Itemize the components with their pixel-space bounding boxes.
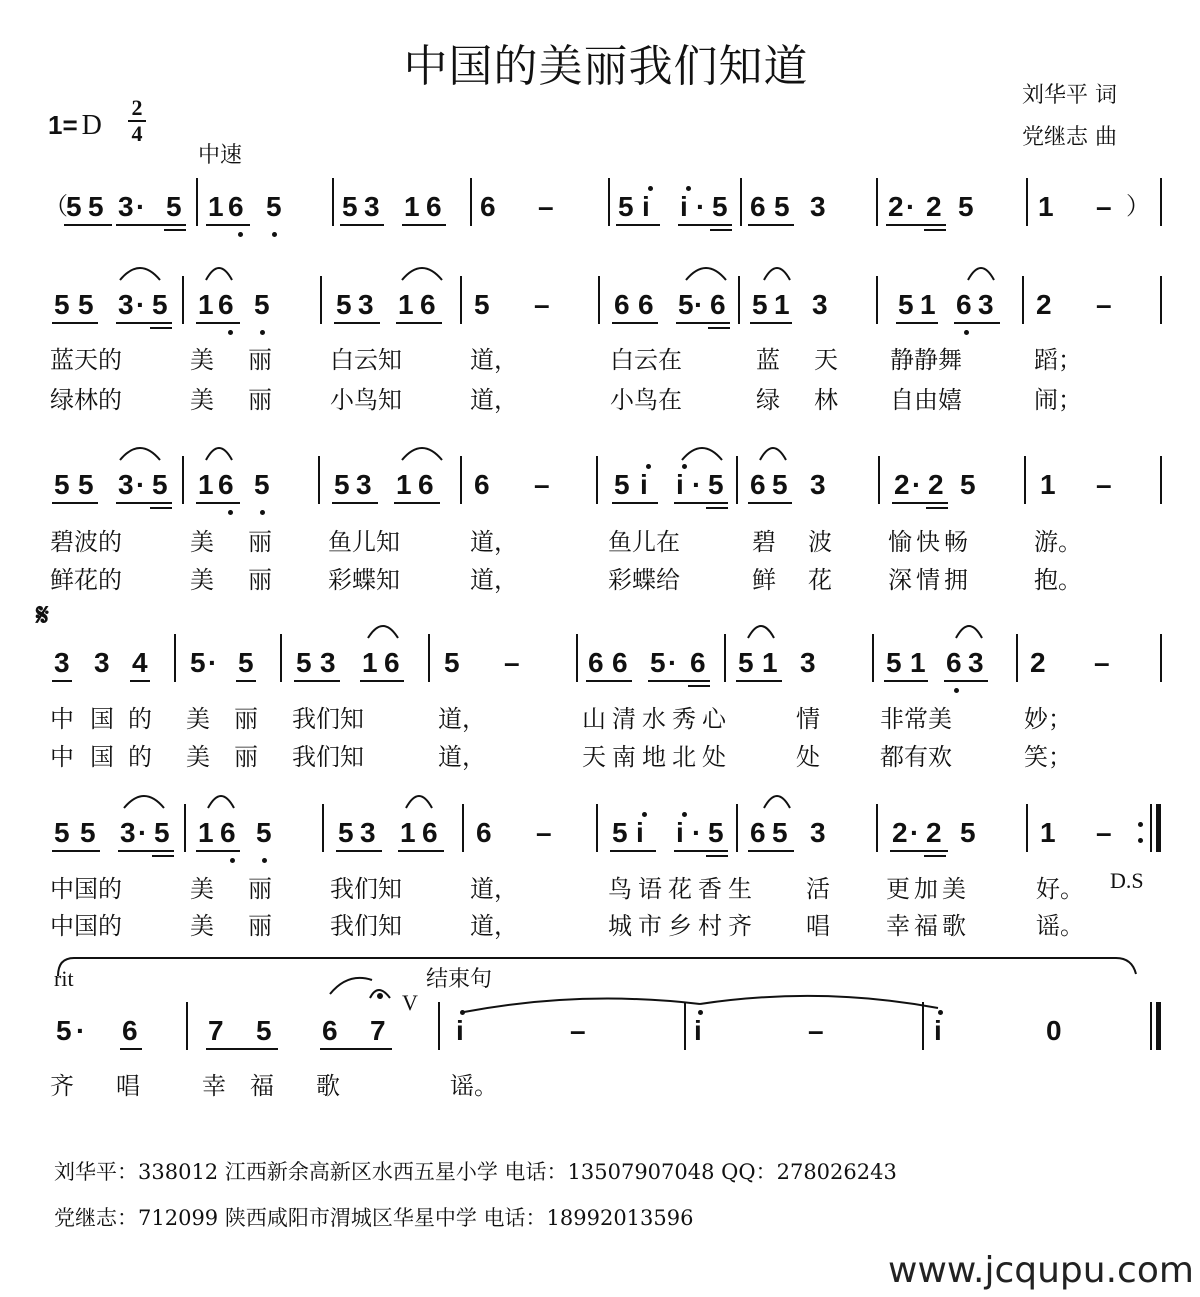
note: 1 [1040, 817, 1056, 848]
note: 5 [678, 289, 694, 320]
note: 1 [910, 647, 926, 678]
note: 5 [78, 289, 94, 320]
note: 1 [208, 191, 224, 222]
lyric: 笑； [1024, 743, 1072, 771]
lyric: 自由嬉 [890, 386, 962, 414]
lyric: 福 [250, 1072, 274, 1100]
dot-rhythm: · [76, 1015, 86, 1046]
lyric: 闹； [1034, 386, 1082, 414]
note: i [694, 1015, 702, 1046]
slur-icon [746, 620, 776, 640]
note: 6 [480, 191, 496, 222]
lyric: 幸福歌 [886, 912, 970, 940]
note: 5 [960, 817, 976, 848]
lyric: 丽 [248, 912, 272, 940]
note: 5 [712, 191, 728, 222]
note: 3 [810, 469, 826, 500]
breath-mark: V [402, 990, 418, 1015]
note: 5 [612, 817, 628, 848]
note: 3 [94, 647, 110, 678]
slur-icon [954, 620, 984, 640]
note: 6 [218, 289, 234, 320]
lyric: 彩蝶给 [608, 566, 680, 594]
slur-icon [680, 442, 724, 462]
lyric: 深情拥 [888, 566, 972, 594]
staff-intro [0, 192, 1200, 252]
note: 6 [422, 817, 438, 848]
ending-label: 结束句 [426, 967, 493, 992]
lyric: 我们知 [292, 743, 364, 771]
note: 5 [254, 469, 270, 500]
lyric: 中国的 [50, 912, 122, 940]
note: 5 [238, 647, 254, 678]
note: 6 [322, 1015, 338, 1046]
note: 5 [618, 191, 634, 222]
lyric: 鱼儿在 [608, 528, 680, 556]
lyric: 好。 [1036, 875, 1084, 903]
dash: – [1096, 289, 1112, 320]
note: 4 [132, 647, 148, 678]
dash: – [1096, 469, 1112, 500]
staff-line-2 [0, 470, 1200, 530]
dot-rhythm: · [138, 817, 148, 848]
note: 6 [588, 647, 604, 678]
note: 3 [810, 817, 826, 848]
lyric: 蓝 [756, 346, 780, 374]
note: 2 [892, 817, 908, 848]
lyric: 绿林的 [50, 386, 122, 414]
lyric: 丽 [234, 705, 258, 733]
lyric: 鲜花的 [50, 566, 122, 594]
note: i [934, 1015, 942, 1046]
lyric: 我们知 [292, 705, 364, 733]
fermata-slur-icon [326, 972, 396, 1006]
note: 3 [120, 817, 136, 848]
dash: – [538, 191, 554, 222]
lyric: 抱。 [1034, 566, 1082, 594]
lyric: 白云知 [330, 346, 402, 374]
note: 3 [54, 647, 70, 678]
note: 6 [612, 647, 628, 678]
note: i [640, 469, 648, 500]
dot-rhythm: · [668, 647, 678, 678]
note: 5 [752, 289, 768, 320]
lyric: 处 [796, 743, 820, 771]
lyric: 白云在 [610, 346, 682, 374]
note: 0 [1046, 1015, 1062, 1046]
note: 5 [338, 817, 354, 848]
dash: – [534, 469, 550, 500]
note: 6 [474, 469, 490, 500]
note: 2 [926, 191, 942, 222]
note: 5 [960, 469, 976, 500]
slur-icon [204, 262, 234, 282]
note: 5 [54, 289, 70, 320]
slur-icon [684, 262, 728, 282]
lyric: 绿 [756, 386, 780, 414]
dash: – [1096, 817, 1112, 848]
lyric: 情 [796, 705, 820, 733]
lyric: 中 [50, 743, 74, 771]
note: 1 [400, 817, 416, 848]
lyric: 的 [128, 743, 152, 771]
lyric: 的 [128, 705, 152, 733]
note: 1 [920, 289, 936, 320]
lyricist-credit: 刘华平 词 [1022, 83, 1117, 108]
lyric: 道， [438, 705, 486, 733]
lyric: 丽 [248, 346, 272, 374]
note: 5 [190, 647, 206, 678]
note: 5 [152, 469, 168, 500]
slur-icon [758, 442, 788, 462]
dot-rhythm: · [692, 469, 702, 500]
note: 3 [800, 647, 816, 678]
note: 6 [750, 191, 766, 222]
note: 2 [888, 191, 904, 222]
note: 6 [690, 647, 706, 678]
note: 2 [926, 817, 942, 848]
lyric: 游。 [1034, 528, 1082, 556]
staff-line-3 [0, 648, 1200, 708]
note: 5 [334, 469, 350, 500]
slur-icon [122, 790, 166, 810]
lyric: 道， [470, 528, 518, 556]
lyric: 谣。 [1036, 912, 1084, 940]
note: 6 [420, 289, 436, 320]
lyric: 国 [90, 705, 114, 733]
note: 1 [362, 647, 378, 678]
ritardando-marking: rit [54, 966, 74, 991]
lyric: 唱 [806, 912, 830, 940]
note: 5 [444, 647, 460, 678]
key-prefix: 1= [48, 110, 78, 140]
note: 3 [356, 469, 372, 500]
segno-icon: 𝄋 [36, 598, 49, 633]
note: 5 [66, 191, 82, 222]
lyric: 碧 [752, 528, 776, 556]
lyric: 美 [190, 528, 214, 556]
key-signature [48, 110, 102, 142]
note: 6 [956, 289, 972, 320]
note: 3 [358, 289, 374, 320]
dot-rhythm: · [694, 289, 704, 320]
song-title: 中国的美丽我们知道 [403, 41, 809, 92]
note: 3 [968, 647, 984, 678]
note: 5 [614, 469, 630, 500]
lyric: 谣。 [450, 1072, 498, 1100]
note: 3 [118, 289, 134, 320]
note: i [642, 191, 650, 222]
note: 3 [812, 289, 828, 320]
note: 6 [476, 817, 492, 848]
note: 5 [152, 289, 168, 320]
note: 1 [198, 469, 214, 500]
lyric: 非常美 [880, 705, 952, 733]
lyric: 唱 [116, 1072, 140, 1100]
lyric: 道， [438, 743, 486, 771]
note: 1 [1038, 191, 1054, 222]
lyric: 丽 [234, 743, 258, 771]
dash: – [504, 647, 520, 678]
note: 5 [54, 469, 70, 500]
composer-credit: 党继志 曲 [1022, 125, 1117, 150]
dot-rhythm: · [136, 289, 146, 320]
note: 6 [750, 817, 766, 848]
note: 1 [198, 817, 214, 848]
note: 5 [898, 289, 914, 320]
lyric: 活 [806, 875, 830, 903]
lyric: 林 [814, 386, 838, 414]
dash: – [570, 1015, 586, 1046]
lyric: 歌 [316, 1072, 340, 1100]
lyric: 道， [470, 566, 518, 594]
note: i [636, 817, 644, 848]
lyric: 中 [50, 705, 74, 733]
lyric: 天 [814, 346, 838, 374]
note: 6 [122, 1015, 138, 1046]
dot-rhythm: · [692, 817, 702, 848]
slur-icon [762, 790, 792, 810]
lyric: 鲜 [752, 566, 776, 594]
dot-rhythm: · [906, 191, 916, 222]
note: 1 [774, 289, 790, 320]
lyric: 美 [190, 912, 214, 940]
note: 6 [946, 647, 962, 678]
time-bottom: 4 [131, 121, 143, 146]
note: 5 [650, 647, 666, 678]
slur-icon [404, 790, 434, 810]
note: i [456, 1015, 464, 1046]
note: 6 [228, 191, 244, 222]
note: i [680, 191, 688, 222]
lyric: 美 [190, 566, 214, 594]
lyric: 鸟语花香生 [608, 875, 758, 903]
composer-contact: 党继志：712099 陕西咸阳市渭城区华星中学 电话：18992013596 [54, 1206, 694, 1230]
note: 3 [118, 469, 134, 500]
lyric: 丽 [248, 875, 272, 903]
lyric: 城市乡村齐 [608, 912, 758, 940]
lyric: 碧波的 [50, 528, 122, 556]
slur-icon [400, 262, 444, 282]
lyric: 道， [470, 386, 518, 414]
dot-rhythm: · [910, 817, 920, 848]
note: 3 [360, 817, 376, 848]
lyricist-contact: 刘华平：338012 江西新余高新区水西五星小学 电话：13507907048 QQ：278026243 [54, 1160, 897, 1184]
open-paren: （ [44, 193, 68, 220]
key-tonic: D [81, 110, 102, 141]
slur-icon [118, 262, 162, 282]
slur-icon [206, 790, 236, 810]
lyric: 道， [470, 875, 518, 903]
lyric: 幸 [202, 1072, 226, 1100]
lyric: 蹈； [1034, 346, 1082, 374]
note: 3 [364, 191, 380, 222]
note: 1 [398, 289, 414, 320]
note: 6 [614, 289, 630, 320]
note: 5 [708, 817, 724, 848]
note: 2 [1036, 289, 1052, 320]
note: 5 [772, 817, 788, 848]
note: 5 [154, 817, 170, 848]
time-signature [128, 95, 146, 146]
tempo-marking: 中速 [198, 143, 243, 168]
note: 7 [370, 1015, 386, 1046]
note: 5 [256, 817, 272, 848]
note: 2 [894, 469, 910, 500]
staff-line-4 [0, 818, 1200, 878]
note: 6 [418, 469, 434, 500]
staff-line-1 [0, 290, 1200, 350]
lyric: 丽 [248, 566, 272, 594]
note: 6 [220, 817, 236, 848]
dash: – [534, 289, 550, 320]
note: 5 [296, 647, 312, 678]
note: 1 [404, 191, 420, 222]
lyric: 齐 [50, 1072, 74, 1100]
dash: – [808, 1015, 824, 1046]
staff-coda [0, 1016, 1200, 1076]
note: 6 [218, 469, 234, 500]
note: 2 [928, 469, 944, 500]
lyric: 蓝天的 [50, 346, 122, 374]
dot-rhythm: · [136, 469, 146, 500]
close-paren: ） [1126, 193, 1150, 220]
slur-icon [118, 442, 162, 462]
note: 5 [738, 647, 754, 678]
lyric: 美 [186, 705, 210, 733]
lyric: 小鸟在 [610, 386, 682, 414]
lyric: 都有欢 [880, 743, 952, 771]
note: 6 [384, 647, 400, 678]
lyric: 道， [470, 912, 518, 940]
lyric: 鱼儿知 [328, 528, 400, 556]
dot-rhythm: · [912, 469, 922, 500]
note: 1 [1040, 469, 1056, 500]
dash: – [1094, 647, 1110, 678]
dot-rhythm: · [696, 191, 706, 222]
note: 1 [762, 647, 778, 678]
lyric: 天南地北处 [582, 743, 732, 771]
note: 5 [254, 289, 270, 320]
watermark: www.jcqupu.com [888, 1250, 1194, 1291]
lyric: 静静舞 [890, 346, 962, 374]
note: 3 [978, 289, 994, 320]
note: 6 [750, 469, 766, 500]
lyric: 丽 [248, 528, 272, 556]
slur-icon [966, 262, 996, 282]
lyric: 美 [190, 346, 214, 374]
note: 5 [88, 191, 104, 222]
note: 5 [54, 817, 70, 848]
note: 5 [166, 191, 182, 222]
lyric: 妙； [1024, 705, 1072, 733]
lyric: 更加美 [886, 875, 970, 903]
dot-rhythm: · [208, 647, 218, 678]
slur-icon [400, 442, 444, 462]
lyric: 彩蝶知 [328, 566, 400, 594]
lyric: 美 [190, 875, 214, 903]
note: 6 [638, 289, 654, 320]
time-top: 2 [131, 95, 143, 120]
lyric: 我们知 [330, 875, 402, 903]
note: 6 [710, 289, 726, 320]
note: 5 [56, 1015, 72, 1046]
dot-rhythm: · [136, 191, 146, 222]
note: 3 [320, 647, 336, 678]
dash: – [536, 817, 552, 848]
note: i [676, 469, 684, 500]
note: 1 [396, 469, 412, 500]
lyric: 国 [90, 743, 114, 771]
rit-bracket-icon [50, 952, 1140, 980]
dal-segno: D.S [1110, 868, 1144, 893]
note: 6 [426, 191, 442, 222]
note: 5 [772, 469, 788, 500]
lyric: 我们知 [330, 912, 402, 940]
note: 1 [198, 289, 214, 320]
note: 5 [958, 191, 974, 222]
note: 5 [256, 1015, 272, 1046]
note: 5 [708, 469, 724, 500]
dash: – [1096, 191, 1112, 222]
note: 5 [336, 289, 352, 320]
note: 5 [80, 817, 96, 848]
note: 5 [78, 469, 94, 500]
note: 2 [1030, 647, 1046, 678]
lyric: 波 [808, 528, 832, 556]
lyric: 小鸟知 [330, 386, 402, 414]
slur-icon [366, 620, 400, 640]
lyric: 丽 [248, 386, 272, 414]
lyric: 花 [808, 566, 832, 594]
note: 5 [266, 191, 282, 222]
lyric: 中国的 [50, 875, 122, 903]
note: 5 [342, 191, 358, 222]
note: 5 [886, 647, 902, 678]
note: 3 [118, 191, 134, 222]
note: 3 [810, 191, 826, 222]
note: i [676, 817, 684, 848]
slur-icon [762, 262, 792, 282]
note: 5 [774, 191, 790, 222]
lyric: 愉快畅 [888, 528, 972, 556]
lyric: 美 [186, 743, 210, 771]
lyric: 美 [190, 386, 214, 414]
note: 5 [474, 289, 490, 320]
lyric: 道， [470, 346, 518, 374]
note: 7 [208, 1015, 224, 1046]
lyric: 山清水秀心 [582, 705, 732, 733]
slur-icon [204, 442, 234, 462]
